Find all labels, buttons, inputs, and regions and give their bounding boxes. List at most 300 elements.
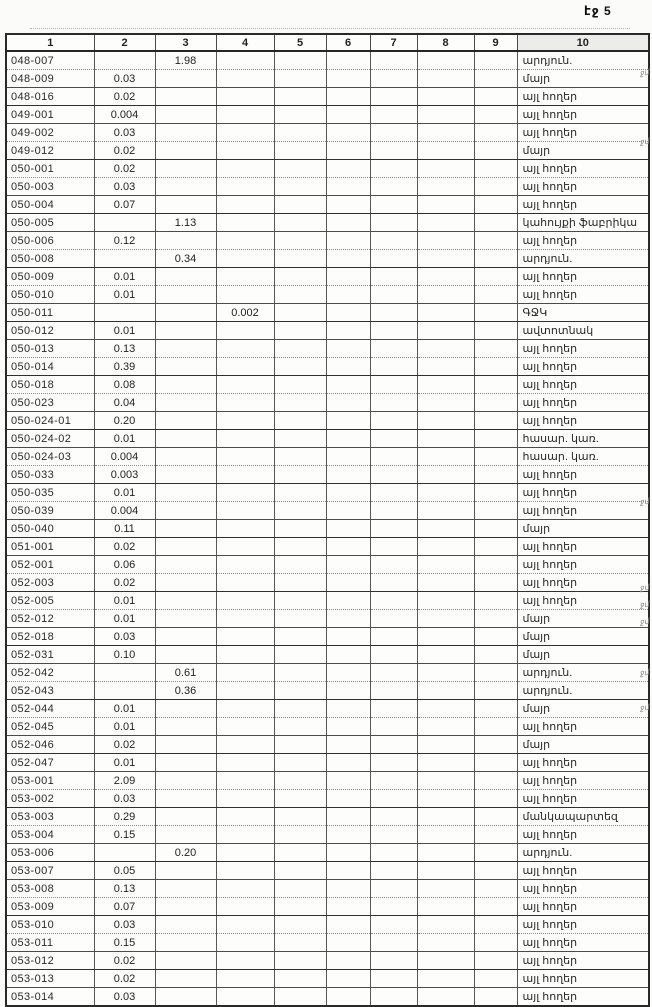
value-cell	[474, 502, 517, 520]
table-row	[6, 394, 649, 412]
value-cell	[474, 88, 517, 106]
value-cell	[474, 772, 517, 790]
value-cell: 0.01	[94, 700, 155, 718]
value-cell	[326, 934, 370, 952]
value-cell	[274, 718, 326, 736]
value-cell	[370, 790, 417, 808]
parcel-code-cell: 052-045	[6, 718, 94, 736]
value-cell	[474, 394, 517, 412]
land-type-label-cell: այլ հողեր	[517, 196, 649, 214]
value-cell: 0.01	[94, 268, 155, 286]
value-cell	[417, 214, 474, 232]
land-parcel-table	[5, 33, 650, 1007]
table-row	[6, 700, 649, 718]
value-cell	[326, 862, 370, 880]
value-cell: 0.03	[94, 70, 155, 88]
column-header-7: 7	[370, 34, 417, 51]
value-cell	[417, 376, 474, 394]
value-cell	[274, 106, 326, 124]
value-cell	[370, 952, 417, 970]
value-cell	[216, 682, 274, 700]
value-cell: 0.13	[94, 880, 155, 898]
land-type-label-cell: այլ հողեր	[517, 574, 649, 592]
value-cell: 0.02	[94, 538, 155, 556]
value-cell	[155, 610, 216, 628]
table-row	[6, 592, 649, 610]
value-cell	[94, 664, 155, 682]
table-row	[6, 430, 649, 448]
land-type-label-cell: այլ հողեր	[517, 754, 649, 772]
parcel-code-cell: 053-003	[6, 808, 94, 826]
value-cell	[155, 304, 216, 322]
table-row	[6, 51, 649, 70]
value-cell	[370, 412, 417, 430]
value-cell	[155, 772, 216, 790]
value-cell	[417, 556, 474, 574]
value-cell	[474, 106, 517, 124]
land-type-label-cell: մայր	[517, 736, 649, 754]
land-type-label-cell: այլ հողեր	[517, 466, 649, 484]
value-cell: 0.07	[94, 196, 155, 214]
value-cell	[370, 250, 417, 268]
table-row	[6, 718, 649, 736]
value-cell	[274, 124, 326, 142]
value-cell: 0.29	[94, 808, 155, 826]
value-cell	[216, 898, 274, 916]
value-cell	[417, 340, 474, 358]
value-cell: 0.13	[94, 340, 155, 358]
value-cell	[370, 682, 417, 700]
table-row	[6, 808, 649, 826]
value-cell	[370, 340, 417, 358]
land-type-label-cell: արդյուն.	[517, 250, 649, 268]
parcel-code-cell: 053-011	[6, 934, 94, 952]
value-cell	[216, 664, 274, 682]
value-cell: 0.20	[155, 844, 216, 862]
table-row	[6, 970, 649, 988]
value-cell	[417, 448, 474, 466]
column-header-3: 3	[155, 34, 216, 51]
table-row	[6, 682, 649, 700]
value-cell	[474, 916, 517, 934]
value-cell	[216, 232, 274, 250]
table-row	[6, 358, 649, 376]
value-cell	[155, 70, 216, 88]
value-cell	[326, 448, 370, 466]
table-row	[6, 106, 649, 124]
value-cell: 0.12	[94, 232, 155, 250]
value-cell	[326, 682, 370, 700]
value-cell	[274, 664, 326, 682]
value-cell	[216, 808, 274, 826]
value-cell	[155, 142, 216, 160]
value-cell	[326, 178, 370, 196]
value-cell	[155, 808, 216, 826]
value-cell: 0.03	[94, 916, 155, 934]
value-cell	[274, 340, 326, 358]
land-type-label-cell: այլ հողեր	[517, 880, 649, 898]
value-cell	[474, 988, 517, 1007]
value-cell	[417, 682, 474, 700]
value-cell: 0.11	[94, 520, 155, 538]
value-cell	[155, 952, 216, 970]
value-cell	[417, 286, 474, 304]
value-cell	[417, 268, 474, 286]
parcel-code-cell: 053-013	[6, 970, 94, 988]
value-cell	[474, 466, 517, 484]
land-type-label-cell: այլ հողեր	[517, 502, 649, 520]
value-cell	[370, 862, 417, 880]
value-cell	[326, 844, 370, 862]
land-type-label-cell: այլ հողեր	[517, 160, 649, 178]
value-cell	[155, 160, 216, 178]
value-cell	[274, 538, 326, 556]
value-cell	[474, 736, 517, 754]
value-cell	[417, 574, 474, 592]
land-type-label-cell: այլ հողեր	[517, 556, 649, 574]
value-cell	[326, 826, 370, 844]
value-cell	[326, 466, 370, 484]
value-cell: 0.01	[94, 430, 155, 448]
land-type-label-cell: այլ հողեր	[517, 358, 649, 376]
value-cell	[274, 232, 326, 250]
table-row	[6, 214, 649, 232]
value-cell: 0.01	[94, 484, 155, 502]
value-cell	[417, 898, 474, 916]
land-type-label-cell: այլ հողեր	[517, 772, 649, 790]
parcel-code-cell: 052-012	[6, 610, 94, 628]
value-cell	[155, 718, 216, 736]
value-cell	[370, 214, 417, 232]
value-cell	[216, 880, 274, 898]
parcel-code-cell: 048-009	[6, 70, 94, 88]
value-cell	[370, 322, 417, 340]
value-cell	[326, 808, 370, 826]
parcel-code-cell: 050-024-01	[6, 412, 94, 430]
parcel-code-cell: 050-001	[6, 160, 94, 178]
value-cell: 0.39	[94, 358, 155, 376]
value-cell	[326, 916, 370, 934]
value-cell	[326, 232, 370, 250]
parcel-code-cell: 053-008	[6, 880, 94, 898]
table-row	[6, 736, 649, 754]
value-cell	[370, 124, 417, 142]
value-cell	[370, 700, 417, 718]
value-cell	[417, 916, 474, 934]
value-cell	[474, 844, 517, 862]
value-cell	[474, 880, 517, 898]
value-cell	[216, 430, 274, 448]
parcel-code-cell: 050-003	[6, 178, 94, 196]
value-cell	[417, 664, 474, 682]
value-cell: 0.20	[94, 412, 155, 430]
value-cell	[417, 736, 474, 754]
value-cell: 0.003	[94, 466, 155, 484]
value-cell: 0.01	[94, 592, 155, 610]
value-cell	[274, 628, 326, 646]
parcel-code-cell: 050-024-02	[6, 430, 94, 448]
value-cell	[274, 268, 326, 286]
value-cell	[474, 628, 517, 646]
value-cell	[216, 610, 274, 628]
value-cell	[216, 340, 274, 358]
parcel-code-cell: 053-009	[6, 898, 94, 916]
value-cell	[326, 340, 370, 358]
value-cell	[155, 358, 216, 376]
value-cell	[216, 592, 274, 610]
value-cell	[94, 250, 155, 268]
table-row	[6, 268, 649, 286]
value-cell	[274, 790, 326, 808]
value-cell	[417, 610, 474, 628]
land-type-label-cell: արդյուն.	[517, 682, 649, 700]
handwritten-margin-mark: ջմ	[639, 599, 650, 610]
value-cell	[474, 178, 517, 196]
value-cell	[274, 394, 326, 412]
value-cell	[216, 790, 274, 808]
value-cell	[417, 772, 474, 790]
column-header-5: 5	[274, 34, 326, 51]
value-cell	[474, 340, 517, 358]
value-cell	[326, 628, 370, 646]
parcel-code-cell: 050-035	[6, 484, 94, 502]
value-cell	[216, 124, 274, 142]
value-cell	[370, 646, 417, 664]
value-cell	[155, 826, 216, 844]
value-cell: 0.01	[94, 610, 155, 628]
column-header-1: 1	[6, 34, 94, 51]
table-row	[6, 574, 649, 592]
value-cell	[155, 628, 216, 646]
value-cell: 0.03	[94, 124, 155, 142]
value-cell	[216, 952, 274, 970]
value-cell	[216, 448, 274, 466]
value-cell	[417, 70, 474, 88]
value-cell	[216, 376, 274, 394]
value-cell	[155, 376, 216, 394]
table-header-row	[6, 34, 649, 51]
parcel-code-cell: 052-042	[6, 664, 94, 682]
value-cell	[370, 754, 417, 772]
value-cell	[370, 574, 417, 592]
value-cell	[474, 304, 517, 322]
value-cell	[216, 394, 274, 412]
land-type-label-cell: այլ հողեր	[517, 592, 649, 610]
value-cell	[274, 934, 326, 952]
column-header-4: 4	[216, 34, 274, 51]
value-cell	[417, 232, 474, 250]
value-cell	[216, 826, 274, 844]
value-cell	[274, 970, 326, 988]
value-cell	[370, 394, 417, 412]
value-cell	[474, 538, 517, 556]
value-cell	[274, 826, 326, 844]
value-cell	[216, 844, 274, 862]
table-row	[6, 250, 649, 268]
value-cell	[274, 646, 326, 664]
land-type-label-cell: կահույքի ֆաբրիկա	[517, 214, 649, 232]
land-type-label-cell: այլ հողեր	[517, 934, 649, 952]
value-cell	[417, 178, 474, 196]
value-cell	[274, 214, 326, 232]
parcel-code-cell: 052-001	[6, 556, 94, 574]
value-cell	[216, 718, 274, 736]
parcel-code-cell: 053-014	[6, 988, 94, 1007]
value-cell	[417, 970, 474, 988]
value-cell	[326, 952, 370, 970]
value-cell	[474, 754, 517, 772]
value-cell	[216, 988, 274, 1007]
land-type-label-cell: այլ հողեր	[517, 988, 649, 1007]
value-cell	[474, 718, 517, 736]
value-cell	[370, 556, 417, 574]
value-cell	[326, 772, 370, 790]
value-cell	[274, 304, 326, 322]
value-cell	[326, 106, 370, 124]
value-cell	[94, 844, 155, 862]
value-cell	[216, 520, 274, 538]
value-cell	[474, 250, 517, 268]
value-cell	[370, 898, 417, 916]
value-cell	[274, 754, 326, 772]
value-cell	[155, 736, 216, 754]
value-cell	[370, 592, 417, 610]
value-cell	[417, 142, 474, 160]
land-type-label-cell: այլ հողեր	[517, 232, 649, 250]
value-cell	[370, 466, 417, 484]
table-row	[6, 880, 649, 898]
value-cell	[474, 232, 517, 250]
value-cell	[326, 286, 370, 304]
value-cell: 0.61	[155, 664, 216, 682]
value-cell	[216, 574, 274, 592]
value-cell: 0.04	[94, 394, 155, 412]
value-cell	[155, 466, 216, 484]
value-cell	[474, 412, 517, 430]
value-cell	[326, 664, 370, 682]
value-cell	[370, 376, 417, 394]
value-cell	[216, 214, 274, 232]
value-cell	[474, 826, 517, 844]
value-cell	[474, 286, 517, 304]
value-cell	[155, 268, 216, 286]
value-cell	[274, 250, 326, 268]
table-row	[6, 160, 649, 178]
value-cell	[370, 772, 417, 790]
value-cell	[370, 844, 417, 862]
value-cell	[417, 934, 474, 952]
value-cell	[326, 214, 370, 232]
table-row	[6, 898, 649, 916]
value-cell	[274, 808, 326, 826]
land-type-label-cell: արդյուն.	[517, 844, 649, 862]
value-cell	[370, 610, 417, 628]
value-cell	[326, 88, 370, 106]
land-type-label-cell: այլ հողեր	[517, 718, 649, 736]
value-cell	[474, 214, 517, 232]
land-type-label-cell: այլ հողեր	[517, 88, 649, 106]
value-cell: 0.02	[94, 970, 155, 988]
land-type-label-cell: մայր	[517, 520, 649, 538]
value-cell	[417, 808, 474, 826]
table-row	[6, 88, 649, 106]
value-cell: 0.15	[94, 934, 155, 952]
table-row	[6, 376, 649, 394]
value-cell	[274, 880, 326, 898]
value-cell	[274, 142, 326, 160]
value-cell	[370, 970, 417, 988]
table-row	[6, 538, 649, 556]
value-cell	[216, 736, 274, 754]
table-row	[6, 412, 649, 430]
value-cell: 2.09	[94, 772, 155, 790]
value-cell	[474, 268, 517, 286]
value-cell	[326, 556, 370, 574]
value-cell	[216, 484, 274, 502]
parcel-code-cell: 053-002	[6, 790, 94, 808]
land-type-label-cell: այլ հողեր	[517, 340, 649, 358]
value-cell	[326, 124, 370, 142]
land-type-label-cell: այլ հողեր	[517, 376, 649, 394]
value-cell	[474, 682, 517, 700]
value-cell: 0.02	[94, 88, 155, 106]
value-cell	[326, 646, 370, 664]
value-cell	[274, 520, 326, 538]
land-type-label-cell: մայր	[517, 142, 649, 160]
value-cell	[417, 394, 474, 412]
land-type-label-cell: արդյուն.	[517, 664, 649, 682]
value-cell	[370, 160, 417, 178]
parcel-code-cell: 050-018	[6, 376, 94, 394]
value-cell	[155, 232, 216, 250]
handwritten-margin-mark: ջմ	[639, 616, 650, 627]
value-cell	[326, 304, 370, 322]
value-cell	[417, 592, 474, 610]
value-cell	[326, 610, 370, 628]
value-cell	[474, 934, 517, 952]
value-cell: 0.03	[94, 988, 155, 1007]
value-cell	[370, 286, 417, 304]
value-cell: 0.004	[94, 448, 155, 466]
value-cell	[417, 718, 474, 736]
value-cell	[274, 682, 326, 700]
value-cell	[326, 574, 370, 592]
column-header-9: 9	[474, 34, 517, 51]
land-type-label-cell: այլ հողեր	[517, 898, 649, 916]
value-cell	[417, 484, 474, 502]
value-cell	[216, 142, 274, 160]
value-cell	[326, 520, 370, 538]
table-row	[6, 772, 649, 790]
value-cell	[474, 862, 517, 880]
value-cell	[155, 106, 216, 124]
column-header-6: 6	[326, 34, 370, 51]
value-cell: 0.34	[155, 250, 216, 268]
handwritten-margin-mark: ջմ	[639, 668, 650, 678]
value-cell	[326, 502, 370, 520]
value-cell	[417, 250, 474, 268]
land-type-label-cell: մայր	[517, 628, 649, 646]
parcel-code-cell: 050-014	[6, 358, 94, 376]
parcel-code-cell: 052-005	[6, 592, 94, 610]
land-type-label-cell: ավտոտնակ	[517, 322, 649, 340]
land-type-label-cell: մայր	[517, 70, 649, 88]
value-cell	[274, 610, 326, 628]
value-cell	[474, 952, 517, 970]
value-cell	[94, 304, 155, 322]
value-cell	[417, 754, 474, 772]
value-cell	[216, 322, 274, 340]
